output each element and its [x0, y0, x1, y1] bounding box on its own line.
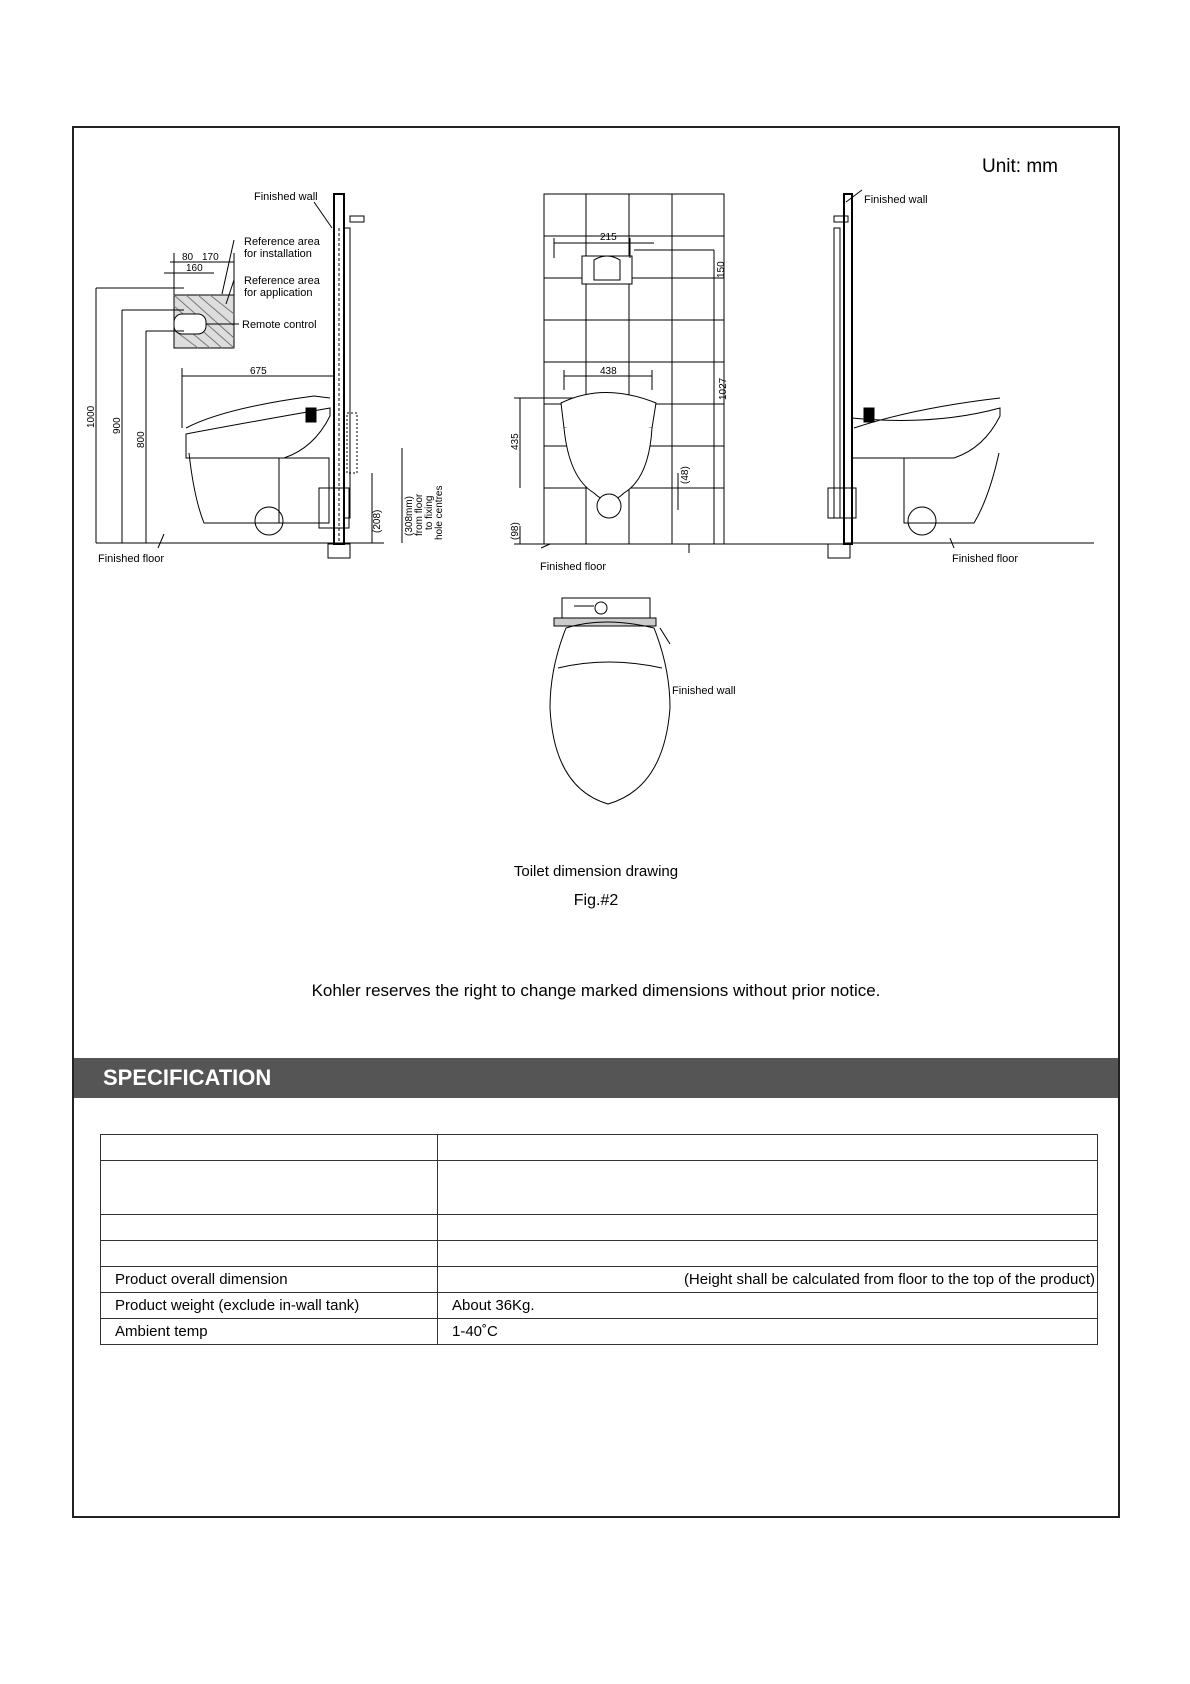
label-ref-app-2: for application — [244, 287, 313, 299]
dim-48: (48) — [680, 466, 691, 484]
fixing-note-1: (308mm) — [404, 495, 415, 536]
dim-800: 800 — [136, 431, 147, 448]
document-frame — [72, 126, 1120, 1518]
spec-value — [438, 1161, 1098, 1215]
dim-208: (208) — [372, 509, 383, 533]
top-view — [550, 598, 670, 804]
spec-label — [101, 1215, 438, 1241]
dim-170: 170 — [202, 252, 219, 263]
dim-160: 160 — [186, 263, 203, 274]
drawing-title: Toilet dimension drawing — [513, 863, 679, 880]
fixing-note-2: from floor — [414, 493, 425, 536]
dim-1000: 1000 — [86, 405, 97, 428]
figure-label: Fig.#2 — [573, 892, 619, 909]
unit-label: Unit: mm — [982, 156, 1058, 177]
spec-value: (Height shall be calculated from floor to the top of the product) — [438, 1267, 1098, 1293]
spec-value: About 36Kg. — [438, 1293, 1098, 1319]
specification-table — [100, 1134, 1098, 1345]
label-ref-app-1: Reference area — [244, 275, 320, 287]
spec-value — [438, 1215, 1098, 1241]
dim-675: 675 — [250, 366, 267, 377]
label-finished-wall-right: Finished wall — [864, 194, 928, 206]
label-finished-wall-left: Finished wall — [254, 191, 318, 203]
spec-label: Ambient temp — [101, 1319, 438, 1345]
spec-label — [101, 1241, 438, 1267]
label-finished-floor-front: Finished floor — [540, 561, 607, 573]
table-row — [101, 1161, 1098, 1215]
spec-value — [438, 1135, 1098, 1161]
fixing-note-3: to fixing — [424, 495, 435, 530]
specification-heading: SPECIFICATION — [74, 1058, 1118, 1098]
label-finished-wall-top: Finished wall — [672, 685, 736, 697]
notice-text: Kohler reserves the right to change marked dimensions without prior notice. — [311, 981, 881, 1000]
fixing-note-4: hole centres — [434, 485, 445, 540]
right-side-view — [828, 190, 1094, 558]
dim-900: 900 — [112, 417, 123, 434]
dim-80: 80 — [182, 252, 194, 263]
label-ref-install-2: for installation — [244, 248, 312, 260]
table-row — [101, 1135, 1098, 1161]
spec-label: Product weight (exclude in-wall tank) — [101, 1293, 438, 1319]
label-ref-install-1: Reference area — [244, 236, 320, 248]
dim-1027: 1027 — [718, 377, 729, 400]
table-row — [101, 1215, 1098, 1241]
table-row — [101, 1241, 1098, 1267]
spec-label: Product overall dimension — [101, 1267, 438, 1293]
dim-98: (98) — [510, 522, 521, 540]
front-view — [514, 194, 844, 553]
label-finished-floor-right: Finished floor — [952, 553, 1019, 565]
spec-label — [101, 1135, 438, 1161]
table-row — [101, 1267, 1098, 1293]
dim-435: 435 — [510, 433, 521, 450]
spec-value — [438, 1241, 1098, 1267]
dim-438: 438 — [600, 366, 617, 377]
table-row — [101, 1293, 1098, 1319]
table-row — [101, 1319, 1098, 1345]
label-finished-floor-left: Finished floor — [98, 553, 165, 565]
dim-215: 215 — [600, 232, 617, 243]
dim-150: 150 — [716, 261, 727, 278]
label-remote-control: Remote control — [242, 319, 317, 331]
spec-value: 1-40˚C — [438, 1319, 1098, 1345]
spec-label — [101, 1161, 438, 1215]
